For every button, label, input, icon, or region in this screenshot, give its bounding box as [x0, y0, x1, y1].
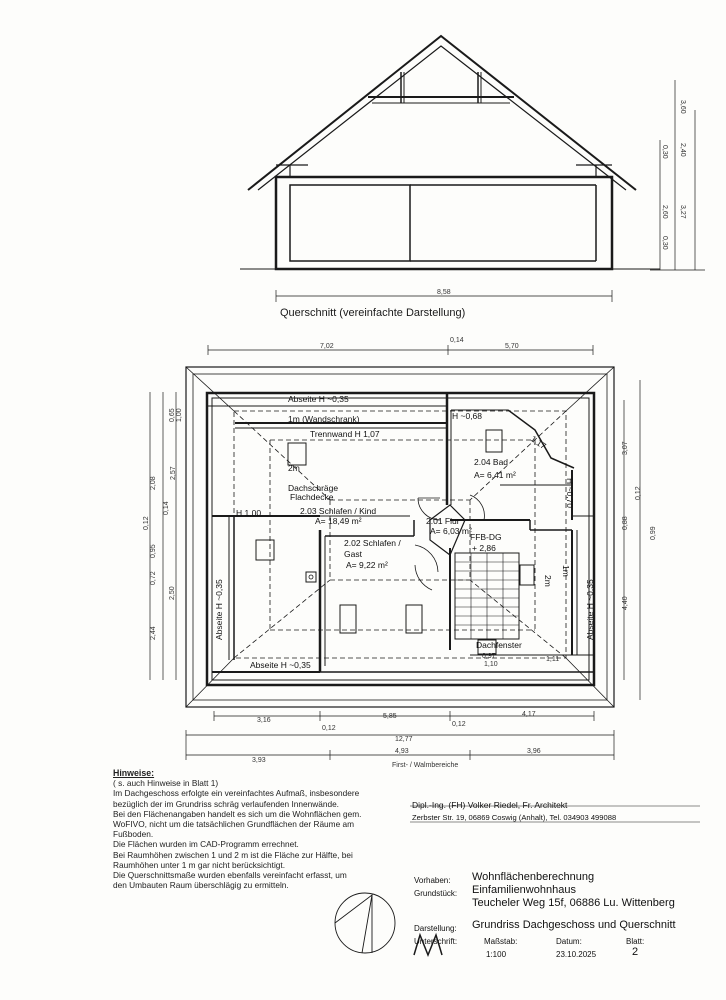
plan-dim-bottom-2: 0,12 [322, 725, 336, 732]
label-flachdecke: Flachdecke [290, 492, 334, 502]
plan-dim-left-4: 2,57 [170, 466, 177, 480]
label-schlafen-name: 2.03 Schlafen / Kind [300, 506, 377, 516]
plan-dim-top-3: 5,70 [505, 343, 519, 350]
note-line: Bei den Flächenangaben handelt es sich um die Wohnflächen gem. [113, 808, 362, 819]
section-dim-1: 3,60 [679, 100, 686, 114]
grundstueck-value-1: Einfamilienwohnhaus [472, 884, 576, 896]
label-gast-name1: 2.02 Schlafen / [344, 538, 401, 548]
label-abseite-top: Abseite H ~0,35 [288, 394, 349, 404]
label-trennwand: Trennwand H 1,07 [310, 429, 380, 439]
label-schlafen-area: A= 18,49 m² [315, 516, 362, 526]
label-1m-right: 1m [561, 565, 571, 577]
section-title: Querschnitt (vereinfachte Darstellung) [280, 307, 466, 319]
darstellung-label: Darstellung: [414, 924, 457, 933]
plan-dim-left-10: 2,44 [150, 626, 157, 640]
label-flur-name: 2.01 Flur [426, 516, 460, 526]
architect-name: Dipl.-Ing. (FH) Volker Riedel, Fr. Architekt [412, 800, 568, 810]
note-line: Im Dachgeschoss erfolgte ein vereinfachtes Aufmaß, insbesondere [113, 788, 360, 799]
note-line: bezüglich der im Grundriss schräg verlaufenden Innenwände. [113, 798, 339, 809]
grundstueck-value-2: Teucheler Weg 15f, 06886 Lu. Wittenberg [472, 897, 675, 909]
plan-dim-left-8: 0,72 [150, 571, 157, 585]
plan-dim-left-3: 2,08 [150, 476, 157, 490]
plan-dim-top-1: 7,02 [320, 343, 334, 350]
label-110: 1,10 [484, 661, 498, 668]
plan-dim-outer-3: 3,96 [527, 748, 541, 755]
label-h070: H ~0,70 [565, 478, 575, 509]
datum-value: 23.10.2025 [556, 950, 597, 959]
massstab-value: 1:100 [486, 950, 507, 959]
darstellung-value: Grundriss Dachgeschoss und Querschnitt [472, 919, 676, 931]
plan-dim-left-7: 0,95 [150, 544, 157, 558]
section-dim-2: 2,40 [679, 143, 686, 157]
label-gast-area: A= 9,22 m² [346, 560, 388, 570]
label-ffb-val: + 2,86 [472, 543, 496, 553]
datum-label: Datum: [556, 937, 582, 946]
label-111: 1,11 [546, 656, 560, 663]
note-line: ( s. auch Hinweise in Blatt 1) [113, 778, 219, 789]
label-abseite-left: Abseite H ~0,35 [214, 579, 224, 640]
note-line: Bei Raumhöhen zwischen 1 und 2 m ist die Fläche zur Hälfte, bei [113, 849, 353, 860]
plan-dim-outer-1: 3,93 [252, 757, 266, 764]
section-dim-5: 3,27 [679, 205, 686, 219]
note-line: den Umbauten Raum überschlägig zu ermitteln. [113, 880, 289, 891]
plan-dim-bottom-4: 0,12 [452, 721, 466, 728]
note-line: Die Querschnittsmaße wurden ebenfalls vereinfacht erfasst, um [113, 870, 347, 881]
label-097: 0,97 [482, 653, 496, 660]
plan-dim-left-9: 2,50 [169, 586, 176, 600]
section-dim-4: 2,60 [661, 205, 668, 219]
label-abseite-bottom: Abseite H ~0,35 [250, 660, 311, 670]
first-walm-label: First- / Walmbereiche [392, 762, 459, 769]
vorhaben-value: Wohnflächenberechnung [472, 871, 595, 883]
plan-dim-right-5: 0,88 [622, 516, 629, 530]
massstab-label: Maßstab: [484, 937, 518, 946]
plan-dim-right-3: 0,99 [650, 526, 657, 540]
plan-dim-bottom-1: 3,16 [257, 717, 271, 724]
label-gast-name2: Gast [344, 549, 362, 559]
note-line: Raumhöhen unter 1 m gar nicht berücksichtigt. [113, 859, 286, 870]
label-h068: H ~0,68 [452, 411, 483, 421]
notes-heading: Hinweise: [113, 768, 155, 778]
plan-dim-left-1: 0,65 [169, 408, 176, 422]
vorhaben-label: Vorhaben: [414, 876, 451, 885]
floor-plan [150, 345, 640, 760]
notes-block [113, 768, 405, 890]
plan-dim-right-2: 0,12 [635, 486, 642, 500]
label-117: 1,17 [528, 433, 549, 452]
note-line: WoFIVO, nicht um die tatsächlichen Grundflächen der Räume am [113, 819, 355, 830]
cross-section [240, 36, 705, 302]
section-dim-3: 0,30 [661, 145, 668, 159]
label-2m-left: 2m [288, 463, 300, 473]
blatt-label: Blatt: [626, 937, 645, 946]
plan-dim-left-2: 1,00 [176, 408, 183, 422]
plan-dim-bottom-5: 4,17 [522, 711, 536, 718]
plan-dim-right-1: 3,07 [622, 441, 629, 455]
architect-address: Zerbster Str. 19, 06869 Coswig (Anhalt), Tel. 034903 499088 [412, 813, 617, 822]
label-2m-center: 2m [543, 575, 553, 587]
plan-dim-right-4: 4,40 [622, 596, 629, 610]
plan-dim-top-2: 0,14 [450, 337, 464, 344]
label-dachfenster: Dachfenster [476, 640, 522, 650]
plan-dim-total: 12,77 [395, 736, 413, 743]
label-bad-name: 2.04 Bad [474, 457, 509, 467]
label-ffb: FFB-DG [470, 532, 502, 542]
section-dim-bottom: 8,58 [437, 289, 451, 296]
plan-dim-outer-2: 4,93 [395, 748, 409, 755]
label-dachschraege: Dachschräge [288, 483, 339, 493]
unterschrift-label: Unterschrift: [414, 937, 458, 946]
label-h100: H 1,00 [236, 508, 262, 518]
plan-dim-left-5: 0,14 [163, 501, 170, 515]
grundstueck-label: Grundstück: [414, 889, 458, 898]
section-dim-6: 0,30 [661, 236, 668, 250]
label-abseite-right: Abseite H ~0,35 [585, 579, 595, 640]
label-bad-area: A= 6,41 m² [474, 470, 516, 480]
note-line: Die Flächen wurden im CAD-Programm errechnet. [113, 839, 299, 850]
blatt-value: 2 [632, 946, 639, 958]
label-flur-area: A= 6,03 m² [430, 526, 472, 536]
plan-dim-bottom-3: 5,85 [383, 713, 397, 720]
plan-dim-left-6: 0,12 [143, 516, 150, 530]
note-line: Fußboden. [113, 829, 154, 840]
label-wandschrank: 1m (Wandschrank) [288, 414, 360, 424]
